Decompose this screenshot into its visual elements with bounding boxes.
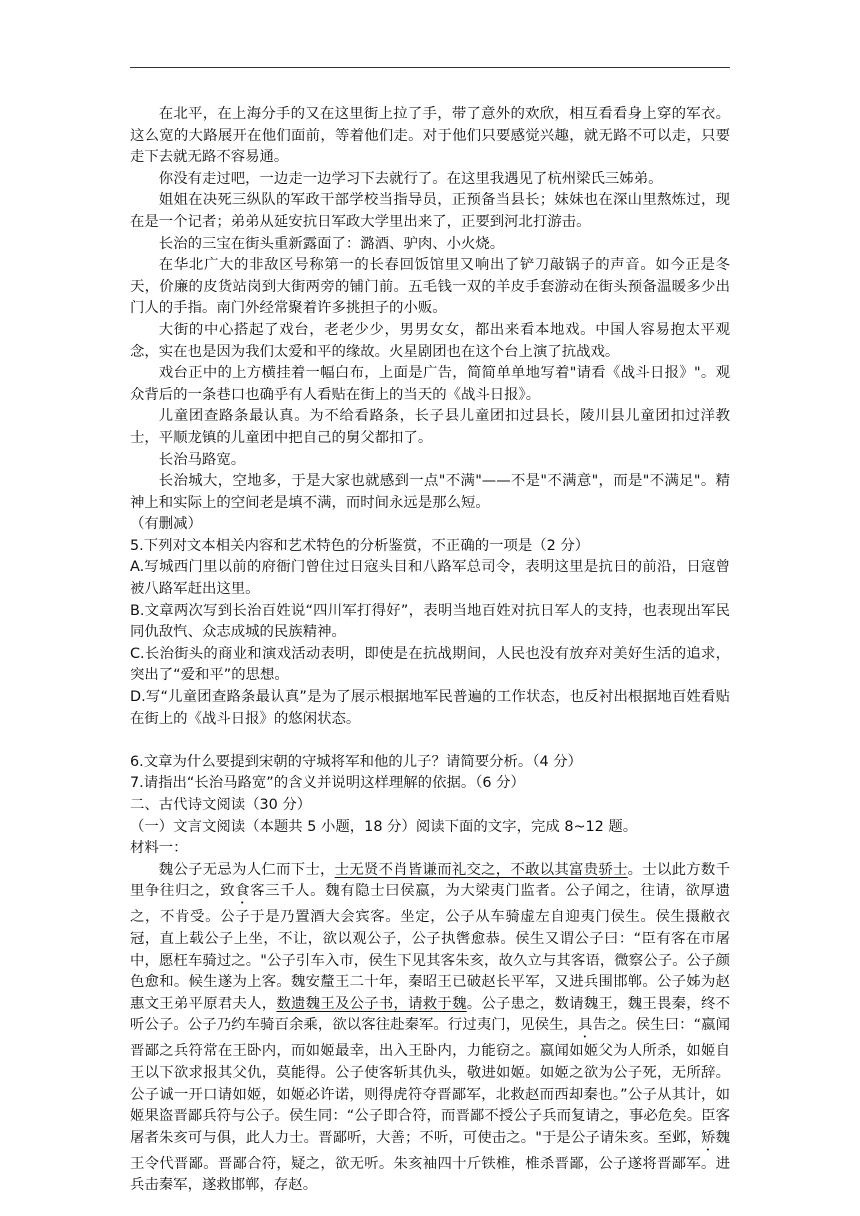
dotted-character-ju: 具 (578, 1017, 593, 1034)
underlined-sentence-1: 士无贤不肖皆谦而礼交之，不敢以其富贵骄士 (334, 861, 628, 878)
question-7: 7.请指出“长治马路宽”的含义并说明这样理解的依据。（6 分） (130, 775, 525, 792)
classical-passage (130, 860, 730, 1197)
passage-paragraph-9: 长治马路宽。 (158, 451, 246, 468)
classical-text: 客三千人。魏有隐士曰侯嬴，为大梁夷门监者。公子闻之，往请，欲厚遗之，不肯受。公子于是乃置酒大会宾客。坐定，公子从车骑虚左自迎夷门侯生。侯生摄敝衣冠，直上载公子上坐，不让，欲以观公子，公子执辔愈恭。侯生又谓公子曰：“臣有客在市屠中，愿枉车骑过之。"公子引车入市，侯生下见其客朱亥，故久立与其客语，微察公子。公子颜色愈和。候生遂为上客。魏安釐王二十年，秦昭王已破赵长平军，又进兵围邯郸。公子姊为赵惠文王弟平原君夫人， (130, 883, 730, 1012)
question-5-option-b: B.文章两次写到长治百姓说“四川军打得好”，表明当地百姓对抗日军人的支持，也表现出军民同仇敌忾、众志成城的民族精神。 (130, 602, 730, 641)
subsection-heading: （一）文言文阅读（本题共 5 小题，18 分）阅读下面的文字，完成 8~12 题。 (130, 818, 638, 835)
dotted-character-jiao: 矫 (701, 1129, 716, 1146)
passage-paragraph-7: 戏台正中的上方横挂着一幅白布，上面是广告，简简单单地写着"请看《战斗日报》"。观众背后的一条巷口也确乎有人看贴在街上的当天的《战斗日报》。 (130, 365, 730, 403)
question-5-stem: 5.下列对文本相关内容和艺术特色的分析鉴赏，不正确的一项是（2 分） (130, 537, 590, 554)
question-5-option-c: C.长治街头的商业和演戏活动表明，即使是在抗战期间，人民也没有放弃对美好生活的追求，突出了“爱和平”的思想。 (130, 645, 730, 684)
question-6: 6.文章为什么要提到宋朝的守城将军和他的儿子？请简要分析。（4 分） (130, 753, 582, 770)
underlined-sentence-2: 数遗魏王及公子书，请救于魏 (276, 995, 467, 1012)
passage-paragraph-5: 在华北广大的非敌区号称第一的长春回饭馆里又响出了铲刀敲锅子的声音。如今正是冬天，价廉的皮货站岗到大街两旁的铺门前。五毛钱一双的羊皮手套游动在街头预备温暖多少出门人的手指。南门外经常聚着许多挑担子的小贩。 (130, 257, 730, 317)
section-heading: 二、古代诗文阅读（30 分） (130, 797, 312, 813)
document-body (130, 104, 730, 1197)
abridged-note: （有删减） (130, 516, 202, 533)
header-rule (130, 67, 730, 68)
passage-paragraph-6: 大街的中心搭起了戏台，老老少少，男男女女，都出来看本地戏。中国人容易抱太平观念，实在也是因为我们太爱和平的缘故。火星剧团也在这个台上演了抗战戏。 (130, 321, 730, 360)
dotted-character-shi: 食 (235, 883, 251, 900)
passage-paragraph-10: 长治城大，空地多，于是大家也就感到一点"不满"——不是"不满意"，而是"不满足"。精神上和实际上的空间老是填不满，而时间永远是那么短。 (130, 473, 730, 511)
classical-text: 告之。侯生曰：“嬴闻晋鄙之兵符常在王卧内，而如姬最幸，出入王卧内，力能窃之。嬴闻如姬父为人所杀，如姬自王以下欲求报其父仇，莫能得。公子使客斩其仇头，敬进如姬。如姬之欲为公子死，无所辞。公子诚一开口请如姬，如姬必许诺，则得虎符夺晋鄙军，北救赵而西却秦也。”公子从其计，如姬果盗晋鄙兵符与公子。侯生同：“公子即合符，而晋鄙不授公子兵而复请之，事必危矣。臣客屠者朱亥可与俱，此人力士。晋鄙听，大善；不听，可使击之。"于是公子请朱亥。至邺， (130, 1017, 730, 1146)
material-label: 材料一： (130, 840, 188, 857)
classical-text: 魏王令代晋鄙。晋鄙合符，疑之，欲无听。朱亥袖四十斤铁椎，椎杀晋鄙，公子遂将晋鄙军。进兵击秦军，遂救邯郸，存赵。 (130, 1129, 730, 1194)
question-5-option-d: D.写“儿童团查路条最认真”是为了展示根据地军民普遍的工作状态，也反衬出根据地百姓看贴在街上的《战斗日报》的悠闲状态。 (130, 689, 730, 727)
spacer (130, 730, 730, 752)
passage-paragraph-1: 在北平，在上海分手的又在这里街上拉了手，带了意外的欢欣，相互看看身上穿的军衣。这么宽的大路展开在他们面前，等着他们走。对于他们只要感觉兴趣，就无路不可以走，只要走下去就无路不容易通。 (130, 106, 730, 166)
passage-paragraph-4: 长治的三宝在街头重新露面了：潞酒、驴肉、小火烧。 (158, 235, 505, 252)
classical-text: 。士以此方数千里争往归之，致 (130, 861, 730, 900)
classical-text: 。公子患之，数请魏王，魏王畏秦，终不听公子。公子乃约车骑百余乘，欲以客往赴秦军。行过夷门，见侯生， (130, 995, 730, 1034)
passage-paragraph-3: 姐姐在决死三纵队的军政干部学校当指导员，正预备当县长；妹妹也在深山里熬炼过，现在是一个记者；弟弟从延安抗日军政大学里出来了，正要到河北打游击。 (130, 192, 730, 230)
passage-paragraph-8: 儿童团查路条最认真。为不给看路条，长子县儿童团扣过县长，陵川县儿童团扣过洋教士，平顺龙镇的儿童团中把自己的舅父都扣了。 (130, 408, 730, 446)
passage-paragraph-2: 你没有走过吧，一边走一边学习下去就行了。在这里我遇见了杭州梁氏三姊弟。 (158, 170, 663, 187)
classical-text: 魏公子无忌为人仁而下士， (158, 861, 335, 878)
question-5-option-a: A.写城西门里以前的府衙门曾住过日寇头目和八路军总司令，表明这里是抗日的前沿，日寇曾被八路军赶出这里。 (130, 559, 730, 598)
